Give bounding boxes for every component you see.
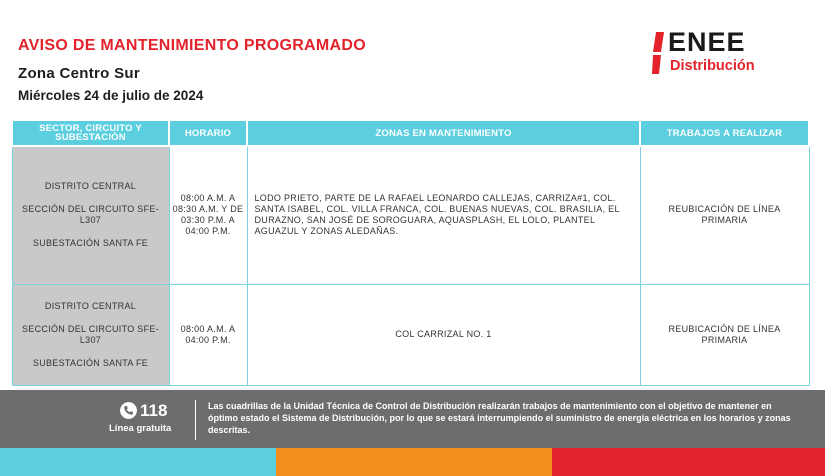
- logo-subtitle: Distribución: [670, 58, 755, 74]
- enee-logo-mark-icon: [652, 32, 666, 74]
- works-cell: REUBICACIÓN DE LÍNEA PRIMARIA: [640, 284, 809, 385]
- header-trabajos: TRABAJOS A REALIZAR: [640, 121, 809, 146]
- color-bar-red: [552, 448, 825, 476]
- circuit-section: SECCIÓN DEL CIRCUITO SFE-L307: [21, 204, 159, 226]
- notice-date: Miércoles 24 de julio de 2024: [18, 88, 204, 103]
- logo-name: ENEE: [668, 27, 746, 57]
- maintenance-table: [11, 121, 810, 386]
- footer-divider: [195, 400, 196, 440]
- table-row: [12, 146, 809, 284]
- notice-title: AVISO DE MANTENIMIENTO PROGRAMADO: [18, 37, 366, 54]
- zones-cell: LODO PRIETO, PARTE DE LA RAFAEL LEONARDO CALLEJAS, CARRIZA#1, COL. SANTA ISABEL, COL. VILLA FRANCA, COL. BUENAS NUEVAS, COL. BRASILIA, EL DURAZNO, SAN JOSÉ DE SOROGUARA, AQUASPLASH, EL LOLO, PLANTEL AGUAZUL Y ZONAS ALEDAÑAS.: [247, 146, 640, 284]
- footer-notice: Las cuadrillas de la Unidad Técnica de Control de Distribución realizarán trabajos de mantenimiento con el objetivo de mantener en óptimo estado el Sistema de Distribución, por lo que se estará interrumpiendo el suministro de energía eléctrica en los horarios y zonas descritas.: [208, 401, 791, 435]
- sector-name: DISTRITO CENTRAL: [44, 300, 137, 311]
- circuit-section: SECCIÓN DEL CIRCUITO SFE-L307: [21, 323, 159, 345]
- phone-icon: [120, 402, 137, 419]
- schedule-cell: 08:00 A.M. A 08:30 A.M. Y DE 03:30 P.M. A 04:00 P.M.: [169, 146, 247, 284]
- table-row: [12, 284, 809, 385]
- color-bar-orange: [276, 448, 552, 476]
- table-header-row: [12, 121, 809, 146]
- header-zonas: ZONAS EN MANTENIMIENTO: [247, 121, 640, 146]
- header-sector: SECTOR, CIRCUITO Y SUBESTACIÓN: [12, 121, 169, 146]
- sector-cell: [12, 146, 169, 284]
- schedule-cell: 08:00 A.M. A 04:00 P.M.: [169, 284, 247, 385]
- zones-cell: COL CARRIZAL NO. 1: [247, 284, 640, 385]
- sector-name: DISTRITO CENTRAL: [44, 181, 137, 192]
- footer-banner: [0, 390, 825, 448]
- hotline-label: Línea gratuita: [109, 423, 172, 434]
- enee-logo: [652, 27, 798, 78]
- works-cell: REUBICACIÓN DE LÍNEA PRIMARIA: [640, 146, 809, 284]
- substation: SUBESTACIÓN SANTA FE: [32, 357, 149, 368]
- sector-cell: [12, 284, 169, 385]
- header-horario: HORARIO: [169, 121, 247, 146]
- substation: SUBESTACIÓN SANTA FE: [32, 238, 149, 249]
- zone-name: Zona Centro Sur: [18, 65, 141, 82]
- color-bar-cyan: [0, 448, 276, 476]
- hotline-number: 118: [140, 401, 168, 420]
